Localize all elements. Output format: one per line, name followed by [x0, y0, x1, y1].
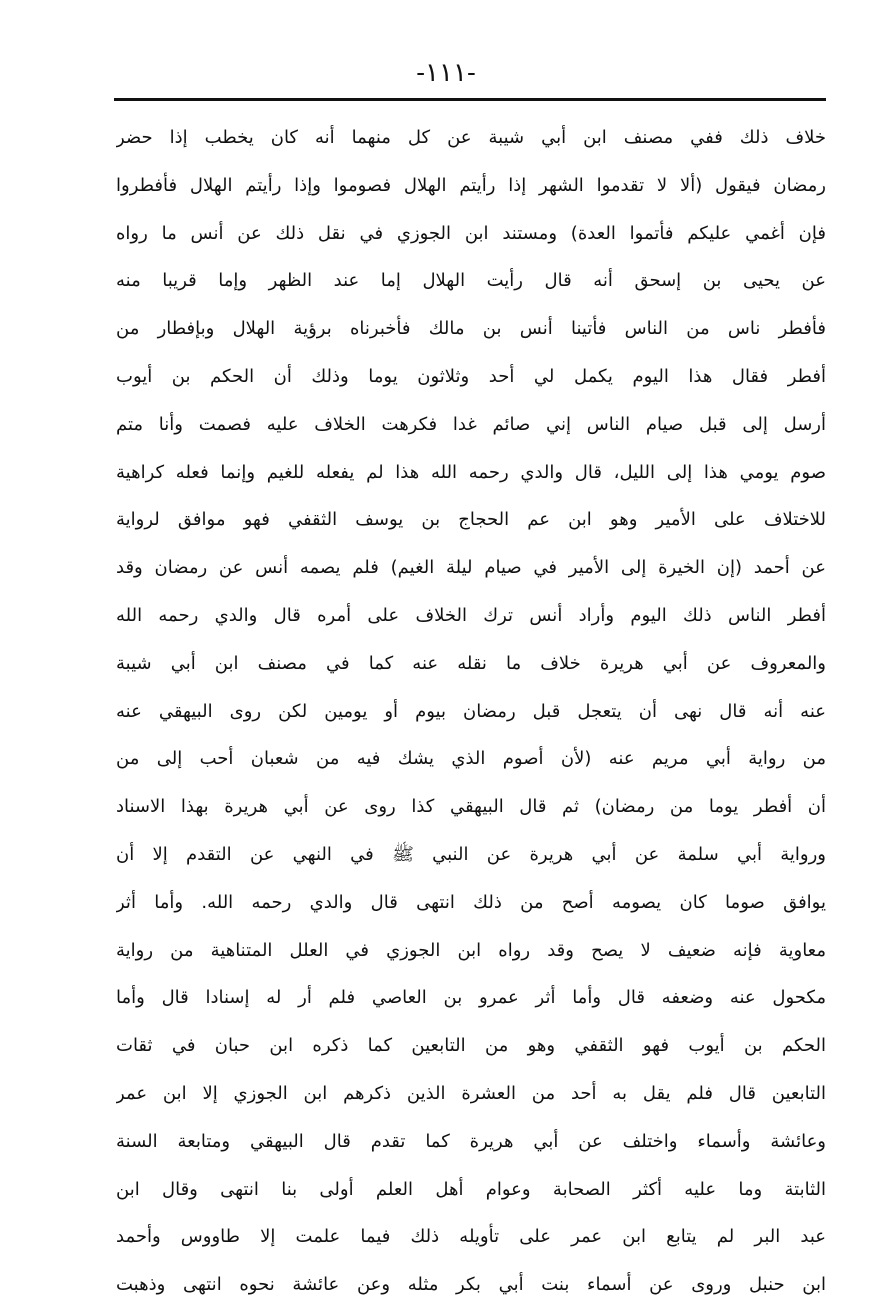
text-line: فإن أغمي عليكم فأتموا العدة) ومستند ابن الجوزي في نقل ذلك عن أنس ما رواه: [116, 222, 826, 244]
text-line: يوافق صوما كان يصومه أصح من ذلك انتهى قال والدي رحمه الله. وأما أثر: [116, 891, 826, 913]
text-line: عن أحمد (إن الخيرة إلى الأمير في صيام ليلة الغيم) فلم يصمه أنس عن رمضان وقد: [116, 557, 826, 579]
text-line: التابعين قال فلم يقل به أحد من العشرة الذين ذكرهم ابن الجوزي إلا ابن عمر: [116, 1082, 826, 1104]
text-line: أن أفطر يوما من رمضان) ثم قال البيهقي كذا روى عن أبي هريرة بهذا الاسناد: [116, 796, 826, 818]
text-line: ابن حنبل وروى عن أسماء بنت أبي بكر مثله وعن عائشة نحوه انتهى وذهبت: [116, 1274, 826, 1296]
text-line: عن يحيى بن إسحق أنه قال رأيت الهلال إما عند الظهر وإما قريبا منه: [116, 270, 826, 292]
text-line: والمعروف عن أبي هريرة خلاف ما نقله عنه كما في مصنف ابن أبي شيبة: [116, 652, 826, 674]
text-line: رمضان فيقول (ألا لا تقدموا الشهر إذا رأيتم الهلال فصوموا وإذا رأيتم الهلال فأفطروا: [116, 174, 826, 196]
text-line: أرسل إلى قبل صيام الناس إني صائم غدا فكرهت الخلاف عليه فصمت وأنا متم: [116, 413, 826, 435]
text-line: ورواية أبي سلمة عن أبي هريرة عن النبي ﷺ في النهي عن التقدم إلا أن: [116, 843, 826, 865]
text-line: فأفطر ناس من الناس فأتينا أنس بن مالك فأخبرناه برؤية الهلال وبإفطار من: [116, 318, 826, 340]
text-line: أفطر فقال هذا اليوم يكمل لي أحد وثلاثون يوما وذلك أن الحكم بن أيوب: [116, 365, 826, 387]
text-line: أفطر الناس ذلك اليوم وأراد أنس ترك الخلاف على أمره قال والدي رحمه الله: [116, 604, 826, 626]
text-line: للاختلاف على الأمير وهو ابن عم الحجاج بن يوسف الثقفي فهو موافق لرواية: [116, 509, 826, 531]
text-line: الحكم بن أيوب فهو الثقفي وهو من التابعين كما ذكره ابن حبان في ثقات: [116, 1035, 826, 1057]
header-rule: [114, 98, 826, 101]
body-text: [116, 114, 826, 1309]
page-number: -١١١-: [416, 58, 476, 88]
text-line: من رواية أبي مريم عنه (لأن أصوم الذي يشك فيه من شعبان أحب إلى من: [116, 748, 826, 770]
text-line: معاوية فإنه ضعيف لا يصح وقد رواه ابن الجوزي في العلل المتناهية من رواية: [116, 939, 826, 961]
text-line: عنه أنه قال نهى أن يتعجل قبل رمضان بيوم أو يومين لكن روى البيهقي عنه: [116, 700, 826, 722]
text-line: خلاف ذلك ففي مصنف ابن أبي شيبة عن كل منهما أنه كان يخطب إذا حضر: [116, 127, 826, 148]
text-line: عبد البر لم يتابع ابن عمر على تأويله ذلك فيما علمت إلا طاووس وأحمد: [116, 1226, 826, 1248]
text-line: الثابتة وما عليه أكثر الصحابة وعوام أهل العلم أولى بنا انتهى وقال ابن: [116, 1178, 826, 1200]
text-line: صوم يومي هذا إلى الليل، قال والدي رحمه الله هذا لم يفعله للغيم وإنما فعله كراهية: [116, 461, 826, 483]
text-line: وعائشة وأسماء واختلف عن أبي هريرة كما تقدم قال البيهقي ومتابعة السنة: [116, 1130, 826, 1152]
text-line: مكحول عنه وضعفه قال وأما أثر عمرو بن العاصي فلم أر له إسنادا قال وأما: [116, 987, 826, 1009]
